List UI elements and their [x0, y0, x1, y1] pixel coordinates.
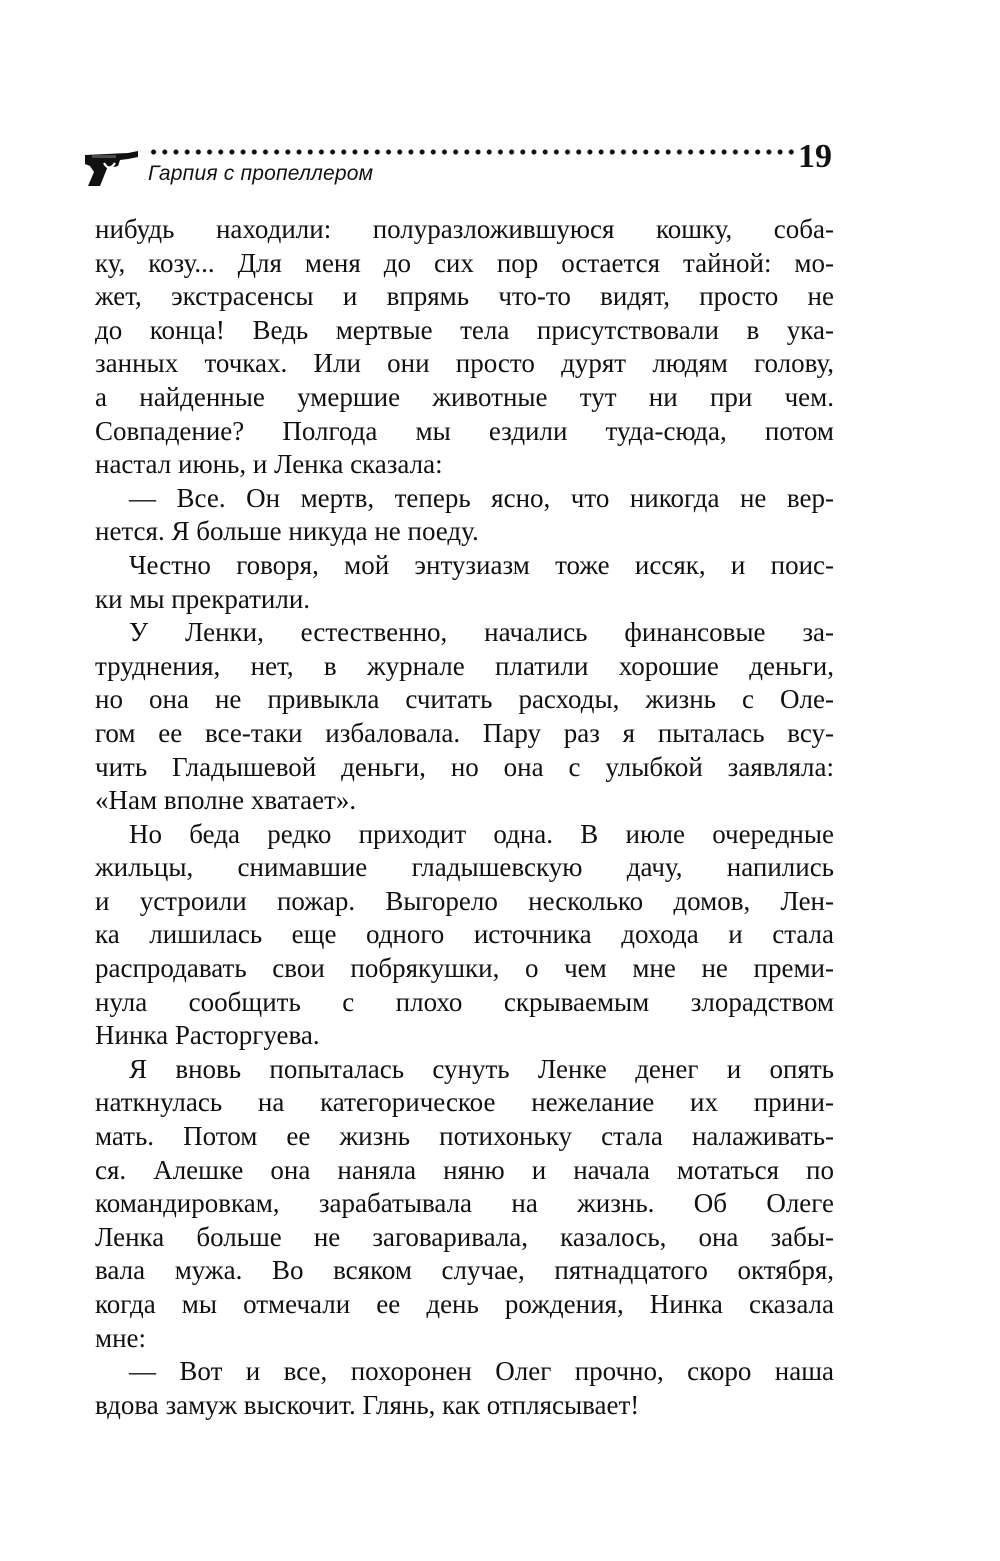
text-line: чить Гладышевой деньги, но она с улыбкой заявляла: — [95, 751, 834, 782]
text-line: ся. Алешке она наняла няню и начала мотаться по — [95, 1154, 834, 1185]
text-line: — Вот и все, похоронен Олег прочно, скоро наша — [129, 1356, 834, 1387]
text-line: Я вновь попыталась сунуть Ленке денег и опять — [129, 1053, 834, 1084]
text-line: жильцы, снимавшие гладышевскую дачу, напились — [95, 852, 834, 883]
running-header — [82, 138, 842, 198]
page-number: 19 — [798, 138, 832, 175]
text-line: Ленка больше не заговаривала, казалось, она забы- — [95, 1221, 834, 1252]
text-line: ки мы прекратили. — [95, 583, 311, 614]
text-line: нула сообщить с плохо скрываемым злорадством — [95, 986, 834, 1017]
running-title: Гарпия с пропеллером — [148, 162, 374, 185]
text-line: распродавать свои побрякушки, о чем мне не преми- — [95, 953, 834, 984]
dot-leader — [148, 148, 796, 156]
revolver-icon — [82, 146, 140, 188]
text-line: Нинка Расторгуева. — [95, 1020, 320, 1051]
text-line: занных точках. Или они просто дурят людям голову, — [95, 348, 834, 379]
text-line: труднения, нет, в журнале платили хорошие деньги, — [95, 650, 834, 681]
text-line: — Все. Он мертв, теперь ясно, что никогда не вер- — [129, 482, 834, 513]
text-line: а найденные умершие животные тут ни при чем. — [95, 381, 834, 412]
text-line: настал июнь, и Ленка сказала: — [95, 449, 443, 480]
text-line: У Ленки, естественно, начались финансовые за- — [129, 617, 834, 648]
text-line: до конца! Ведь мертвые тела присутствовали в ука- — [95, 314, 834, 345]
body-text — [95, 213, 834, 1422]
text-line: когда мы отмечали ее день рождения, Нинка сказала — [95, 1289, 834, 1319]
text-line: ка лишилась еще одного источника дохода и стала — [95, 919, 834, 950]
text-line: Но беда редко приходит одна. В июле очередные — [129, 818, 834, 849]
text-line: мать. Потом ее жизнь потихоньку стала налаживать- — [95, 1121, 834, 1152]
text-line: вала мужа. Во всяком случае, пятнадцатого октября, — [95, 1255, 834, 1286]
text-line: «Нам вполне хватает». — [95, 785, 357, 816]
text-line: жет, экстрасенсы и впрямь что-то видят, просто не — [95, 281, 834, 312]
text-line: нется. Я больше никуда не поеду. — [95, 516, 479, 547]
text-line: командировкам, зарабатывала на жизнь. Об Олеге — [95, 1188, 834, 1219]
text-line: мне: — [95, 1322, 147, 1353]
text-line: ку, козу... Для меня до сих пор остается тайной: мо- — [95, 247, 834, 278]
text-line: Совпадение? Полгода мы ездили туда-сюда, потом — [95, 415, 834, 446]
text-line: Честно говоря, мой энтузиазм тоже иссяк, и поис- — [129, 549, 834, 580]
text-line: и устроили пожар. Выгорело несколько домов, Лен- — [95, 885, 834, 916]
text-line: наткнулась на категорическое нежелание их прини- — [95, 1087, 834, 1118]
text-line: вдова замуж выскочит. Глянь, как отплясывает! — [95, 1389, 640, 1420]
text-line: нибудь находили: полуразложившуюся кошку, соба- — [95, 214, 834, 244]
text-line: гом ее все-таки избаловала. Пару раз я пыталась всу- — [95, 717, 834, 748]
text-line: но она не привыкла считать расходы, жизнь с Оле- — [95, 684, 834, 715]
